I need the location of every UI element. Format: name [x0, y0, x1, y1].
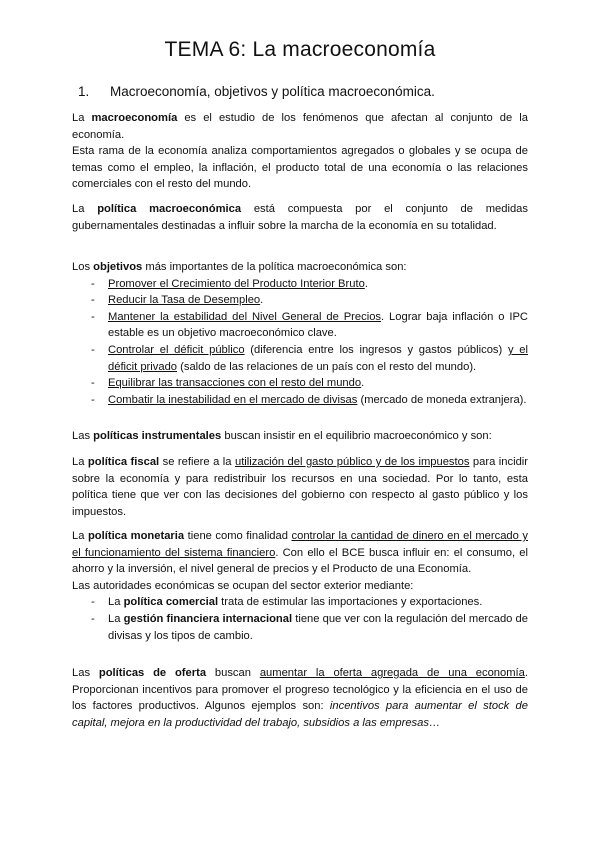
page-title: TEMA 6: La macroeconomía: [164, 38, 436, 61]
underlined-text: aumentar la oferta agregada de una economía: [259, 667, 525, 679]
section-title: Macroeconomía, objetivos y política macroeconómica.: [110, 84, 435, 99]
term-objetivos: objetivos: [93, 261, 143, 273]
underlined-text: controlar la cantidad de dinero en el mercado y el funcionamiento del sistema financiero: [72, 530, 528, 559]
underlined-text: Combatir la inestabilidad en el mercado de divisas: [108, 393, 358, 406]
italic-text: incentivos para aumentar el stock de capital, mejora en la productividad del trabajo, subsidios a las empresas…: [72, 700, 528, 729]
text: buscan insistir en el equilibrio macroeconómico y son:: [221, 430, 492, 442]
paragraph-politica-macroeconomica: [72, 201, 528, 234]
text: La: [108, 612, 124, 625]
term-macroeconomia: macroeconomía: [91, 112, 178, 124]
text: La: [108, 596, 124, 609]
text: es el estudio de los fenómenos que afectan al conjunto de la economía.: [72, 112, 528, 141]
text: .: [260, 294, 264, 307]
underlined-text: Reducir la Tasa de Desempleo: [108, 294, 261, 307]
text: Esta rama de la economía analiza comportamientos agregados o globales y se ocupa de temas como el empleo, la inflación, el producto total de una economía o las relaciones comerciales con el resto del mundo.: [72, 145, 528, 191]
text: tiene como finalidad: [184, 530, 292, 542]
text: buscan: [206, 667, 260, 679]
underlined-text: Mantener la estabilidad del Nivel General de Precios: [108, 310, 382, 323]
list-item: [72, 611, 528, 644]
section-heading: [78, 83, 435, 100]
text: trata de estimular las importaciones y exportaciones.: [218, 596, 483, 609]
term-politicas-oferta: políticas de oferta: [98, 667, 207, 679]
list-item: [72, 292, 528, 309]
term-politica-macroeconomica: política macroeconómica: [97, 203, 242, 215]
text: Los: [72, 261, 94, 273]
text: . Lograr baja inflación o IPC estable es un objetivo macroeconómico clave.: [108, 310, 528, 340]
text: La: [72, 456, 88, 468]
text: se refiere a la: [159, 456, 235, 468]
underlined-text: Equilibrar las transacciones con el resto del mundo: [108, 377, 362, 390]
paragraph-politica-monetaria: [72, 528, 528, 644]
text: .: [361, 377, 365, 390]
sector-exterior-list: [72, 594, 528, 644]
list-item: [72, 594, 528, 611]
paragraph-politicas-instrumentales: [72, 428, 528, 445]
term-gestion-financiera: gestión financiera internacional: [123, 612, 293, 625]
text: (diferencia entre los ingresos y gastos públicos): [244, 343, 508, 356]
text: (saldo de las relaciones de un país con el resto del mundo).: [177, 360, 477, 373]
underlined-text: Promover el Crecimiento del Producto Interior Bruto: [108, 277, 365, 290]
text: más importantes de la política macroeconómica son:: [142, 261, 407, 273]
text: para incidir sobre la economía y para redistribuir los recursos en una sociedad. Por lo tanto, esta política tiene que ver con las decisiones del gobierno con respecto al gasto público y los impuestos.: [72, 456, 528, 518]
text: Las: [72, 667, 99, 679]
text: . Proporcionan incentivos para promover el progreso tecnológico y la eficiencia en el uso de los factores productivos. Algunos ejemplos son:: [72, 667, 528, 713]
list-item: [72, 375, 528, 392]
text: (mercado de moneda extranjera).: [357, 393, 527, 406]
paragraph-macroeconomia: [72, 110, 528, 193]
text: Las: [72, 430, 94, 442]
objectives-list: [72, 276, 528, 409]
section-number: 1.: [78, 84, 90, 99]
text: La: [72, 203, 98, 215]
paragraph-politica-fiscal: [72, 454, 528, 520]
term-politica-fiscal: política fiscal: [87, 456, 160, 468]
term-politica-monetaria: política monetaria: [87, 530, 185, 542]
text: La: [72, 112, 92, 124]
list-item: [72, 309, 528, 342]
underlined-text: y el déficit privado: [108, 343, 528, 373]
term-politica-comercial: política comercial: [123, 596, 219, 609]
paragraph-politicas-oferta: [72, 665, 528, 731]
list-item: [72, 392, 528, 409]
text: está compuesta por el conjunto de medidas gubernamentales destinadas a influir sobre la marcha de la economía en su totalidad.: [72, 203, 528, 232]
list-item: [72, 342, 528, 375]
underlined-text: utilización del gasto público y de los impuestos: [234, 456, 470, 468]
underlined-text: Controlar el déficit público: [108, 343, 245, 356]
text: La: [72, 530, 88, 542]
objectives-section: [72, 259, 528, 408]
text: tiene que ver con la regulación del mercado de divisas y los tipos de cambio.: [108, 612, 528, 642]
text: Las autoridades económicas se ocupan del sector exterior mediante:: [72, 579, 414, 592]
list-item: [72, 276, 528, 293]
text: . Con ello el BCE busca influir en: el consumo, el ahorro y la inversión, el nivel general de precios y el Producto de una Economía.: [72, 546, 528, 576]
text: .: [364, 277, 368, 290]
term-politicas-instrumentales: políticas instrumentales: [93, 430, 222, 442]
